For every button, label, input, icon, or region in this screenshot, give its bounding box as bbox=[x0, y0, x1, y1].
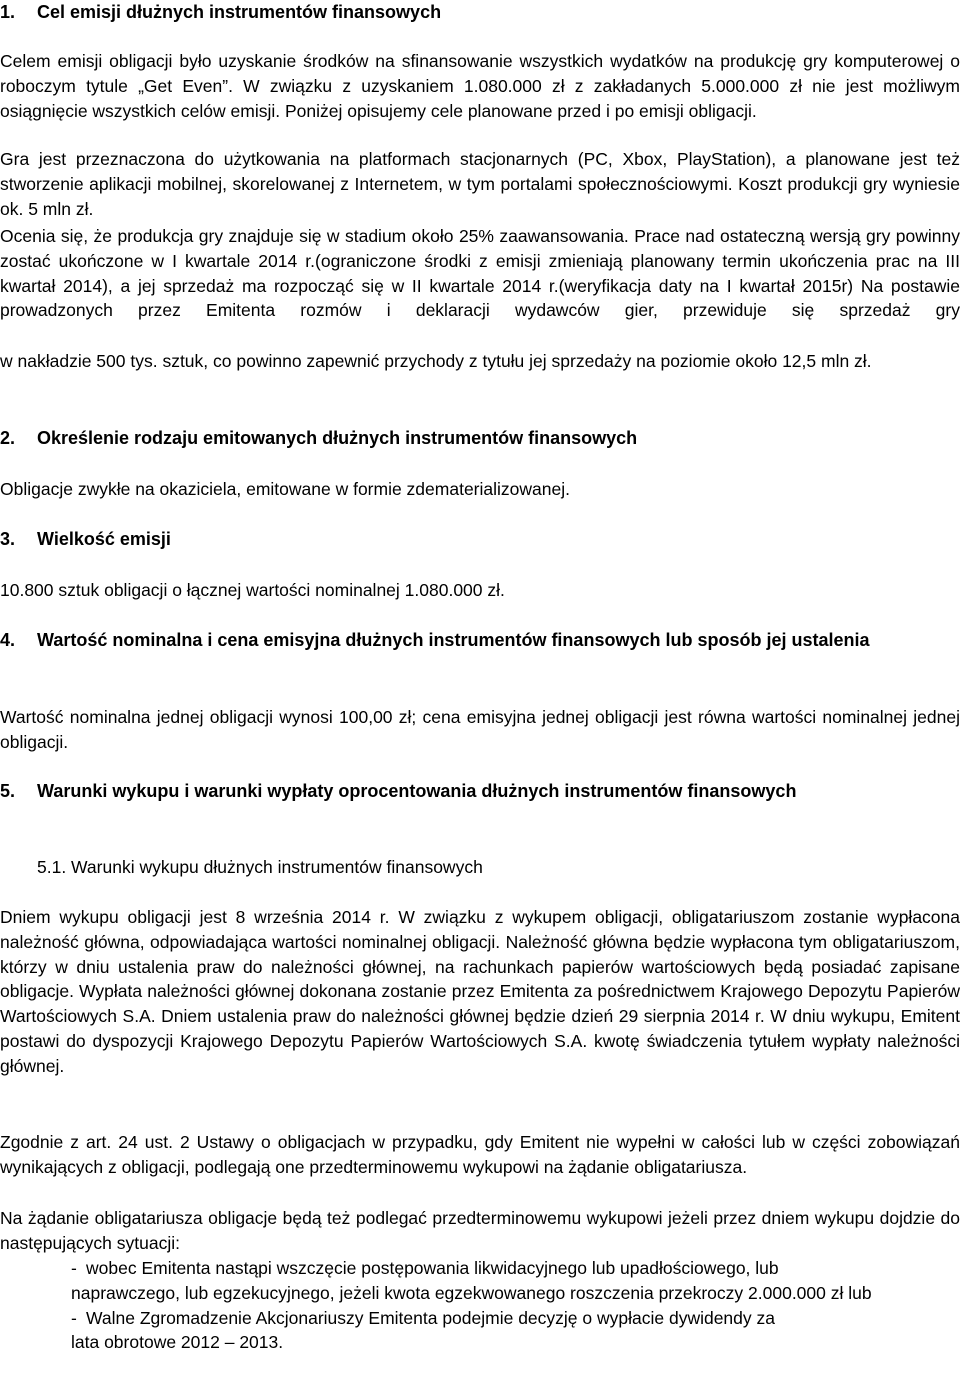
section-3-paragraph-1: 10.800 sztuk obligacji o łącznej wartości nominalnej 1.080.000 zł. bbox=[0, 580, 505, 600]
section-1-paragraph-3: Ocenia się, że produkcja gry znajduje się w stadium około 25% zaawansowania. Prace nad ostateczną wersją gry powinny zostać ukończone w I kwartale 2014 r.(ograniczone środki z emisji zmieniają planowany termin ukończenia prac na III kwartał 2014), a jej sprzedaż ma rozpocząć się w II kwartale 2014 r.(weryfikacja daty na I kwartał 2015r) Na postawie prowadzonych przez Emitenta rozmów i deklaracji wydawców gier, przewiduje się sprzedaż gry bbox=[0, 226, 960, 321]
section-title: Wielkość emisji bbox=[37, 529, 171, 549]
list-item-text-continued: naprawczego, lub egzekucyjnego, jeżeli kwota egzekwowanego roszczenia przekroczy 2.000.000 zł lub bbox=[71, 1282, 872, 1303]
section-1-paragraph-1: Celem emisji obligacji było uzyskanie środków na sfinansowanie wszystkich wydatków na produkcję gry komputerowej o roboczym tytule „Get Even”. W związku z uzyskaniem 1.080.000 zł z zakładanych 5.000.000 zł nie jest możliwym osiągnięcie wszystkich celów emisji. Poniżej opisujemy cele planowane przed i po emisji obligacji. bbox=[0, 51, 960, 121]
section-5-paragraph-3: Na żądanie obligatariusza obligacje będą też podlegać przedterminowemu wykupowi jeżeli przez dniem wykupu dojdzie do następujących sytuacji: bbox=[0, 1208, 960, 1253]
section-title: Określenie rodzaju emitowanych dłużnych instrumentów finansowych bbox=[37, 428, 638, 448]
list-item bbox=[71, 1256, 952, 1306]
section-1-paragraph-2: Gra jest przeznaczona do użytkowania na platformach stacjonarnych (PC, Xbox, PlayStation), a planowane jest też stworzenie aplikacji mobilnej, skorelowanej z Internetem, w tym portalami społecznościowymi. Koszt produkcji gry wyniesie ok. 5 mln zł. bbox=[0, 149, 960, 219]
section-title: Wartość nominalna i cena emisyjna dłużnych instrumentów finansowych lub sposób jej ustalenia bbox=[37, 630, 870, 650]
list-dash: - bbox=[71, 1258, 77, 1278]
list-item-text: wobec Emitenta nastąpi wszczęcie postępowania likwidacyjnego lub upadłościowego, lub bbox=[86, 1258, 779, 1278]
subsection-5-1-heading: 5.1. Warunki wykupu dłużnych instrumentów finansowych bbox=[37, 857, 483, 877]
section-5-paragraph-1: Dniem wykupu obligacji jest 8 września 2014 r. W związku z wykupem obligacji, obligatariuszom zostanie wypłacona należność główna, odpowiadająca wartości nominalnej obligacji. Należność główna będzie wypłacona tym obligatariuszom, którzy w dniu ustalenia praw do należności głównej, na rachunkach papierów wartościowych będą posiadać zapisane obligacje. Wypłata należności głównej dokonana zostanie przez Emitenta za pośrednictwem Krajowego Depozytu Papierów Wartościowych S.A. Dniem ustalenia praw do należności głównej będzie dzień 29 sierpnia 2014 r. W dniu wykupu, Emitent postawi do dyspozycji Krajowego Depozytu Papierów Wartościowych S.A. kwotę świadczenia tytułem wypłaty należności głównej. bbox=[0, 907, 960, 1076]
early-redemption-conditions-list bbox=[71, 1256, 952, 1355]
section-5-paragraph-2: Zgodnie z art. 24 ust. 2 Ustawy o obligacjach w przypadku, gdy Emitent nie wypełni w całości lub w części zobowiązań wynikających z obligacji, podlegają one przedterminowemu wykupowi na żądanie obligatariusza. bbox=[0, 1132, 960, 1177]
section-number: 3. bbox=[0, 529, 16, 549]
section-number: 2. bbox=[0, 428, 16, 448]
section-2-paragraph-1: Obligacje zwykłe na okaziciela, emitowane w formie zdematerializowanej. bbox=[0, 479, 570, 499]
section-1-paragraph-3-continued: w nakładzie 500 tys. sztuk, co powinno zapewnić przychody z tytułu jej sprzedaży na poziomie około 12,5 mln zł. bbox=[0, 351, 872, 371]
section-title: Cel emisji dłużnych instrumentów finansowych bbox=[37, 2, 442, 22]
section-number: 4. bbox=[0, 630, 16, 650]
list-item-text: Walne Zgromadzenie Akcjonariuszy Emitenta podejmie decyzję o wypłacie dywidendy za bbox=[86, 1307, 775, 1328]
list-item-text-continued: lata obrotowe 2012 – 2013. bbox=[71, 1332, 284, 1353]
list-dash: - bbox=[71, 1307, 77, 1328]
section-number: 5. bbox=[0, 781, 16, 801]
list-item bbox=[71, 1306, 952, 1356]
section-title: Warunki wykupu i warunki wypłaty oprocentowania dłużnych instrumentów finansowych bbox=[37, 781, 797, 801]
section-4-paragraph-1: Wartość nominalna jednej obligacji wynosi 100,00 zł; cena emisyjna jednej obligacji jest równa wartości nominalnej jednej obligacji. bbox=[0, 707, 960, 752]
section-number: 1. bbox=[0, 2, 16, 22]
